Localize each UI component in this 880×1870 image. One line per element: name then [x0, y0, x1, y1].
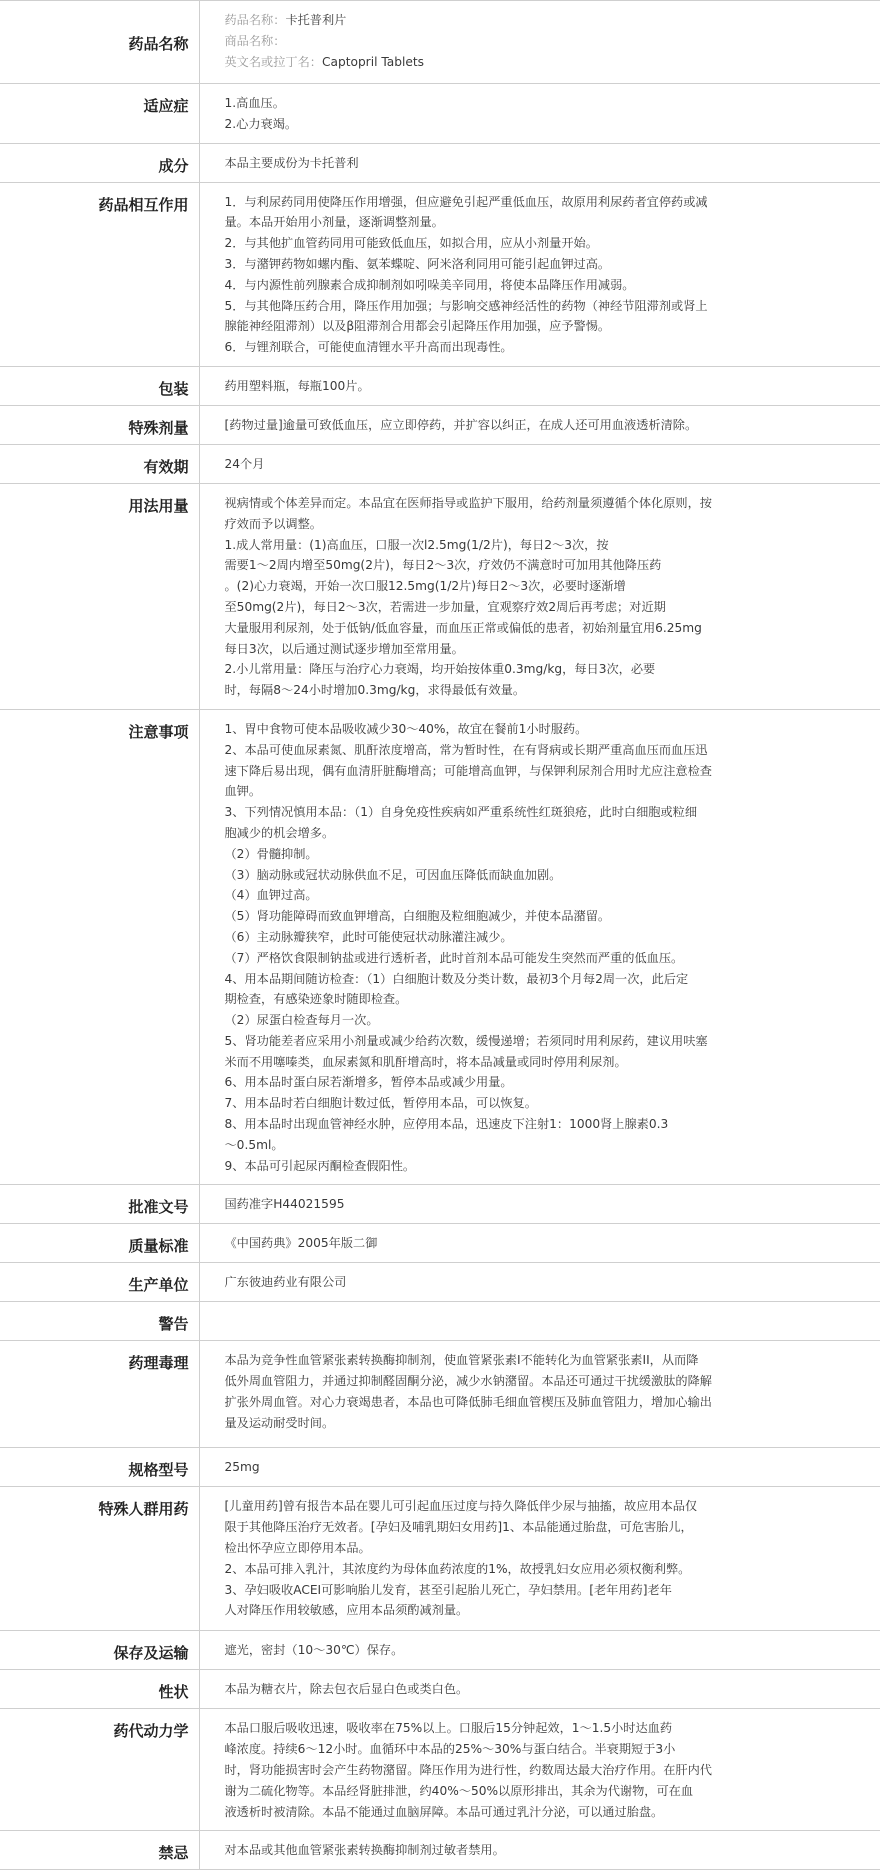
spec-text-line: 对本品或其他血管紧张素转换酶抑制剂过敏者禁用。 [224, 1843, 505, 1858]
spec-text-line: 24个月 [224, 456, 265, 471]
spec-text-line: 血钾。 [224, 784, 262, 799]
spec-text-line: 3．与潴钾药物如螺内酯、氨苯蝶啶、阿米洛利同用可能引起血钾过高。 [224, 256, 611, 271]
trade-name-line [225, 31, 801, 52]
trade-name-prefix: 商品名称： [224, 33, 286, 48]
english-name-prefix: 英文名或拉丁名： [224, 54, 322, 69]
drug-name-value: 卡托普利片 [285, 13, 347, 27]
spec-text-line: 本品为竞争性血管紧张素转换酶抑制剂，使血管紧张素I不能转化为血管紧张素II，从而降 [224, 1353, 699, 1368]
spec-value-shelf-life [199, 444, 880, 483]
spec-label-packaging: 包装 [0, 366, 199, 405]
spec-value-manufacturer [199, 1263, 880, 1302]
spec-label-storage: 保存及运输 [0, 1631, 199, 1670]
spec-text-line: 检出怀孕应立即停用本品。 [224, 1541, 371, 1556]
spec-text-line: 本品口服后吸收迅速，吸收率在75%以上。口服后15分钟起效，1～1.5小时达血药 [224, 1721, 673, 1736]
spec-text-line: 峰浓度。持续6～12小时。血循环中本品的25%～30%与蛋白结合。半衰期短于3小 [224, 1742, 676, 1757]
spec-text-line: 速下降后易出现，偶有血清肝脏酶增高；可能增高血钾，与保钾利尿剂合用时尤应注意检查 [224, 763, 712, 778]
spec-text-line: 人对降压作用较敏感，应用本品须酌减剂量。 [224, 1603, 469, 1618]
spec-text-line: 5．与其他降压药合用，降压作用加强；与影响交感神经活性的药物（神经节阻滞剂或肾上 [224, 298, 708, 313]
spec-text-line: 2.心力衰竭。 [224, 116, 298, 131]
spec-text-line: 3、孕妇吸收ACEI可影响胎儿发育，甚至引起胎儿死亡，孕妇禁用。[老年用药]老年 [224, 1582, 672, 1597]
spec-text-line: 1．与利尿药同用使降压作用增强，但应避免引起严重低血压，故原用利尿药者宜停药或减 [224, 194, 708, 209]
spec-text-line: 2、本品可排入乳汁，其浓度约为母体血药浓度的1%，故授乳妇女应用必须权衡利弊。 [224, 1561, 691, 1576]
spec-text-line: 9、本品可引起尿丙酮检查假阳性。 [224, 1158, 416, 1173]
spec-text-line: 6．与锂剂联合，可能使血清锂水平升高而出现毒性。 [224, 340, 513, 355]
spec-text-line: 2.小儿常用量：降压与治疗心力衰竭，均开始按体重0.3mg/kg，每日3次，必要 [224, 662, 656, 677]
spec-value-dosage [199, 483, 880, 709]
spec-row-precautions [0, 709, 880, 1185]
spec-text-line: 期检查，有感染迹象时随即检查。 [224, 992, 408, 1007]
spec-value-overdose [199, 405, 880, 444]
spec-text-line: 需要1～2周内增至50mg(2片)，每日2～3次，疗效仍不满意时可加用其他降压药 [224, 558, 662, 573]
spec-text-line: （5）肾功能障碍而致血钾增高，白细胞及粒细胞减少，并使本品潴留。 [224, 909, 611, 924]
drug-name-line [225, 10, 801, 31]
spec-text-line: 3、下列情况慎用本品：（1）自身免疫性疾病如严重系统性红斑狼疮，此时白细胞或粒细 [224, 805, 698, 820]
spec-value-quality-standard [199, 1224, 880, 1263]
spec-row-drug-interactions [0, 182, 880, 366]
spec-text-line: 限于其他降压治疗无效者。[孕妇及哺乳期妇女用药]1、本品能通过胎盘，可危害胎儿， [224, 1520, 693, 1535]
spec-value-storage [199, 1631, 880, 1670]
spec-label-approval-number: 批准文号 [0, 1185, 199, 1224]
english-name-value: Captopril Tablets [322, 54, 424, 69]
spec-row-storage [0, 1631, 880, 1670]
spec-row-overdose [0, 405, 880, 444]
spec-label-drug-interactions: 药品相互作用 [0, 182, 199, 366]
spec-text-line: 本品为糖衣片，除去包衣后显白色或类白色。 [224, 1682, 469, 1697]
spec-value-special-populations [199, 1487, 880, 1631]
spec-value-warning [199, 1302, 880, 1341]
spec-row-ingredients [0, 143, 880, 182]
spec-row-pharmacology [0, 1341, 880, 1448]
spec-text-line: 遮光，密封（10～30℃）保存。 [224, 1643, 404, 1658]
spec-text-line: 4．与内源性前列腺素合成抑制剂如吲哚美辛同用，将使本品降压作用减弱。 [224, 277, 635, 292]
spec-text-line: 7、用本品时若白细胞计数过低，暂停用本品，可以恢复。 [224, 1096, 537, 1111]
spec-value-pharmacokinetics [199, 1709, 880, 1831]
spec-row-quality-standard [0, 1224, 880, 1263]
spec-value-contraindications [199, 1831, 880, 1870]
spec-label-description: 性状 [0, 1670, 199, 1709]
spec-row-description [0, 1670, 880, 1709]
spec-text-line: 1.高血压。 [224, 96, 285, 110]
spec-text-line: 国药准字H44021595 [224, 1197, 345, 1212]
spec-text-line: （6）主动脉瓣狭窄，此时可能使冠状动脉灌注减少。 [224, 929, 513, 944]
spec-value-pharmacology [199, 1341, 880, 1448]
spec-text-line: （2）尿蛋白检查每月一次。 [224, 1013, 379, 1028]
spec-text-line: 至50mg(2片)，每日2～3次，若需进一步加量，宜观察疗效2周后再考虑；对近期 [224, 599, 666, 614]
spec-row-indications [0, 84, 880, 144]
spec-row-contraindications [0, 1831, 880, 1870]
spec-text-line: 液透析时被清除。本品不能通过血脑屏障。本品可通过乳汁分泌，可以通过胎盘。 [224, 1804, 664, 1819]
spec-label-shelf-life: 有效期 [0, 444, 199, 483]
spec-label-overdose: 特殊剂量 [0, 405, 199, 444]
spec-text-line: 胞减少的机会增多。 [224, 825, 335, 840]
spec-row-shelf-life [0, 444, 880, 483]
spec-table-body [0, 1, 880, 1870]
english-name-line [225, 52, 801, 73]
spec-row-pharmacokinetics [0, 1709, 880, 1831]
spec-text-line: 时，肾功能损害时会产生药物潴留。降压作用为进行性，约数周达最大治疗作用。在肝内代 [224, 1763, 712, 1778]
spec-row-special-populations [0, 1487, 880, 1631]
spec-text-line: [药物过量]逾量可致低血压，应立即停药，并扩容以纠正，在成人还可用血液透析清除。 [224, 417, 698, 432]
spec-label-warning: 警告 [0, 1302, 199, 1341]
spec-text-line: （7）严格饮食限制钠盐或进行透析者，此时首剂本品可能发生突然而严重的低血压。 [224, 950, 684, 965]
spec-text-line: 疗效而予以调整。 [224, 516, 322, 531]
spec-value-specification [199, 1448, 880, 1487]
spec-text-line: 2．与其他扩血管药同用可能致低血压，如拟合用，应从小剂量开始。 [224, 236, 598, 251]
spec-text-line: 大量服用利尿剂，处于低钠/低血容量，而血压正常或偏低的患者，初始剂量宜用6.25mg [224, 620, 702, 635]
spec-text-line: 扩张外周血管。对心力衰竭患者，本品也可降低肺毛细血管楔压及肺血管阻力，增加心输出 [224, 1395, 712, 1410]
spec-text-line: 量及运动耐受时间。 [224, 1415, 335, 1430]
spec-text-line: 《中国药典》2005年版二御 [224, 1236, 378, 1251]
spec-row-approval-number [0, 1185, 880, 1224]
spec-label-manufacturer: 生产单位 [0, 1263, 199, 1302]
spec-text-line: 2、本品可使血尿素氮、肌酐浓度增高，常为暂时性，在有肾病或长期严重高血压而血压迅 [224, 742, 708, 757]
spec-text-line: 米而不用噻嗪类，血尿素氮和肌酐增高时，将本品减量或同时停用利尿剂。 [224, 1054, 627, 1069]
spec-row-packaging [0, 366, 880, 405]
spec-value-drug-interactions [199, 182, 880, 366]
spec-text-line: 低外周血管阻力，并通过抑制醛固酮分泌，减少水钠潴留。本品还可通过干扰缓激肽的降解 [224, 1374, 712, 1389]
spec-text-line: 腺能神经阻滞剂）以及β阻滞剂合用都会引起降压作用加强，应予警惕。 [224, 319, 611, 334]
spec-label-indications: 适应症 [0, 84, 199, 144]
spec-text-line: 8、用本品时出现血管神经水肿，应停用本品，迅速皮下注射1：1000肾上腺素0.3 [224, 1117, 669, 1132]
spec-row-drug-name [0, 1, 880, 84]
spec-text-line: 1、胃中食物可使本品吸收减少30～40%，故宜在餐前1小时服药。 [224, 721, 588, 736]
spec-text-line: ～0.5ml。 [224, 1137, 284, 1152]
spec-text-line: 广东彼迪药业有限公司 [224, 1275, 347, 1290]
spec-label-pharmacology: 药理毒理 [0, 1341, 199, 1448]
spec-label-drug-name: 药品名称 [0, 1, 199, 84]
spec-value-description [199, 1670, 880, 1709]
spec-value-precautions [199, 709, 880, 1185]
spec-text-line: 药用塑料瓶，每瓶100片。 [224, 378, 370, 393]
spec-label-pharmacokinetics: 药代动力学 [0, 1709, 199, 1831]
spec-text-line: [儿童用药]曾有报告本品在婴儿可引起血压过度与持久降低伴少尿与抽搐，故应用本品仅 [224, 1499, 698, 1514]
spec-label-quality-standard: 质量标准 [0, 1224, 199, 1263]
spec-text-line: 。(2)心力衰竭，开始一次口服12.5mg(1/2片)每日2～3次，必要时逐渐增 [224, 579, 626, 594]
spec-text-line: （2）骨髓抑制。 [224, 846, 318, 861]
spec-text-line: 4、用本品期间随访检查：（1）白细胞计数及分类计数，最初3个月每2周一次，此后定 [224, 971, 689, 986]
spec-text-line: （4）血钾过高。 [224, 888, 318, 903]
spec-text-line: 视病情或个体差异而定。本品宜在医师指导或监护下服用，给药剂量须遵循个体化原则，按 [224, 495, 712, 510]
spec-value-ingredients [199, 143, 880, 182]
spec-label-specification: 规格型号 [0, 1448, 199, 1487]
spec-row-manufacturer [0, 1263, 880, 1302]
spec-text-line: 时，每隔8～24小时增加0.3mg/kg，求得最低有效量。 [224, 683, 526, 698]
spec-text-line: 1.成人常用量：(1)高血压，口服一次l2.5mg(1/2片)，每日2～3次，按 [224, 537, 609, 552]
spec-text-line: 谢为二硫化物等。本品经肾脏排泄，约40%～50%以原形排出，其余为代谢物，可在血 [224, 1783, 694, 1798]
spec-label-ingredients: 成分 [0, 143, 199, 182]
spec-value-approval-number [199, 1185, 880, 1224]
spec-label-dosage: 用法用量 [0, 483, 199, 709]
spec-value-packaging [199, 366, 880, 405]
name-block [199, 1, 880, 84]
spec-label-contraindications: 禁忌 [0, 1831, 199, 1870]
spec-row-warning [0, 1302, 880, 1341]
spec-text-line: 本品主要成份为卡托普利 [224, 155, 359, 170]
spec-text-line: 每日3次，以后通过测试逐步增加至常用量。 [224, 641, 464, 656]
spec-text-line: 量。本品开始用小剂量，逐渐调整剂量。 [224, 215, 444, 230]
spec-value-indications [199, 84, 880, 144]
spec-label-precautions: 注意事项 [0, 709, 199, 1185]
drug-name-prefix: 药品名称： [224, 13, 286, 27]
spec-text-line: 5、肾功能差者应采用小剂量或减少给药次数，缓慢递增；若须同时用利尿药，建议用呋塞 [224, 1033, 708, 1048]
spec-label-special-populations: 特殊人群用药 [0, 1487, 199, 1631]
spec-text-line: 6、用本品时蛋白尿若渐增多，暂停本品或减少用量。 [224, 1075, 513, 1090]
spec-text-line: 25mg [224, 1460, 260, 1475]
spec-row-dosage [0, 483, 880, 709]
spec-row-specification [0, 1448, 880, 1487]
spec-text-line: （3）脑动脉或冠状动脉供血不足，可因血压降低而缺血加剧。 [224, 867, 562, 882]
